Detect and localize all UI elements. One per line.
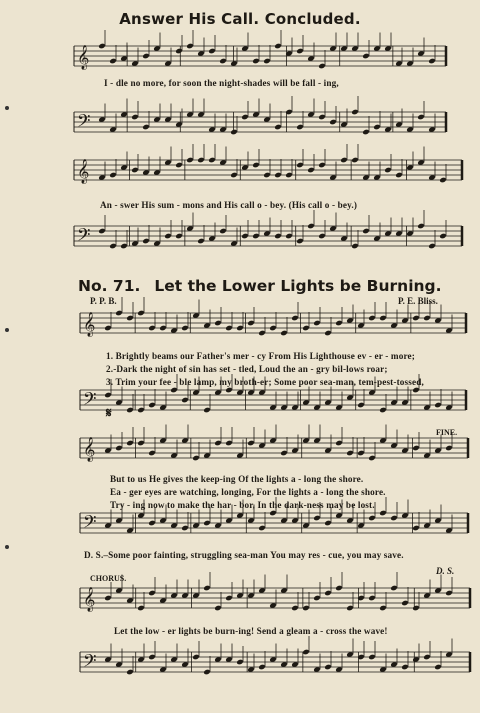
- page-title: Answer His Call. Concluded.: [119, 10, 361, 28]
- treble-staff: [74, 144, 462, 184]
- clef-icon: 𝄢: [83, 512, 97, 536]
- clef-icon: 𝄢: [83, 389, 97, 413]
- clef-icon: 𝄞: [83, 587, 96, 611]
- lyric-line: I - dle no more, for soon the night-shades will be fall - ing,: [104, 78, 339, 88]
- refrain-line: Ea - ger eyes are watching, longing, For the lights a - long the shore.: [110, 487, 386, 497]
- clef-icon: 𝄞: [83, 312, 96, 336]
- fine-mark: FINE.: [436, 428, 458, 437]
- refrain-line: But to us He gives the keep-ing Of the lights a - long the shore.: [110, 474, 364, 484]
- clef-icon: 𝄞: [77, 159, 90, 183]
- ds-mark: D. S.: [436, 566, 455, 576]
- music-credit: P. E. Bliss.: [398, 296, 438, 306]
- refrain-line: Try - ing now to make the har - bor, In the dark-ness may be lost.: [110, 500, 375, 510]
- verse-line: 3. Trim your fee - ble lamp, my broth-er; Some poor sea-man, tem-pest-tossed,: [106, 377, 424, 387]
- lyric-line: An - swer His sum - mons and His call o - bey. (His call o - bey.): [100, 200, 358, 210]
- segno-sign: 𝄋: [106, 405, 112, 420]
- hymn-number: No. 71.: [78, 277, 141, 295]
- clef-icon: 𝄢: [77, 225, 91, 249]
- clef-icon: 𝄞: [77, 45, 90, 69]
- clef-icon: 𝄢: [77, 111, 91, 135]
- hymn-title: [78, 277, 442, 295]
- ds-line: D. S.–Some poor fainting, struggling sea-man You may res - cue, you may save.: [84, 550, 404, 560]
- bass-staff: [74, 210, 462, 249]
- verse-line: 1. Brightly beams our Father's mer - cy From His Lighthouse ev - er - more;: [106, 351, 415, 361]
- hymn-name: Let the Lower Lights be Burning.: [154, 277, 442, 295]
- chorus-label: CHORUS.: [90, 574, 127, 583]
- treble-staff: [80, 572, 470, 612]
- chorus-lyric: Let the low - er lights be burn-ing! Send a gleam a - cross the wave!: [114, 626, 388, 636]
- clef-icon: 𝄞: [83, 437, 96, 461]
- clef-icon: 𝄢: [83, 651, 97, 675]
- bass-staff: [74, 96, 446, 135]
- treble-staff: [80, 425, 468, 463]
- treble-staff: [74, 30, 446, 70]
- verse-line: 2.-Dark the night of sin has set - tled, Loud the an - gry bil-lows roar;: [106, 364, 388, 374]
- words-credit: P. P. B.: [90, 296, 117, 306]
- bass-staff: [80, 636, 470, 675]
